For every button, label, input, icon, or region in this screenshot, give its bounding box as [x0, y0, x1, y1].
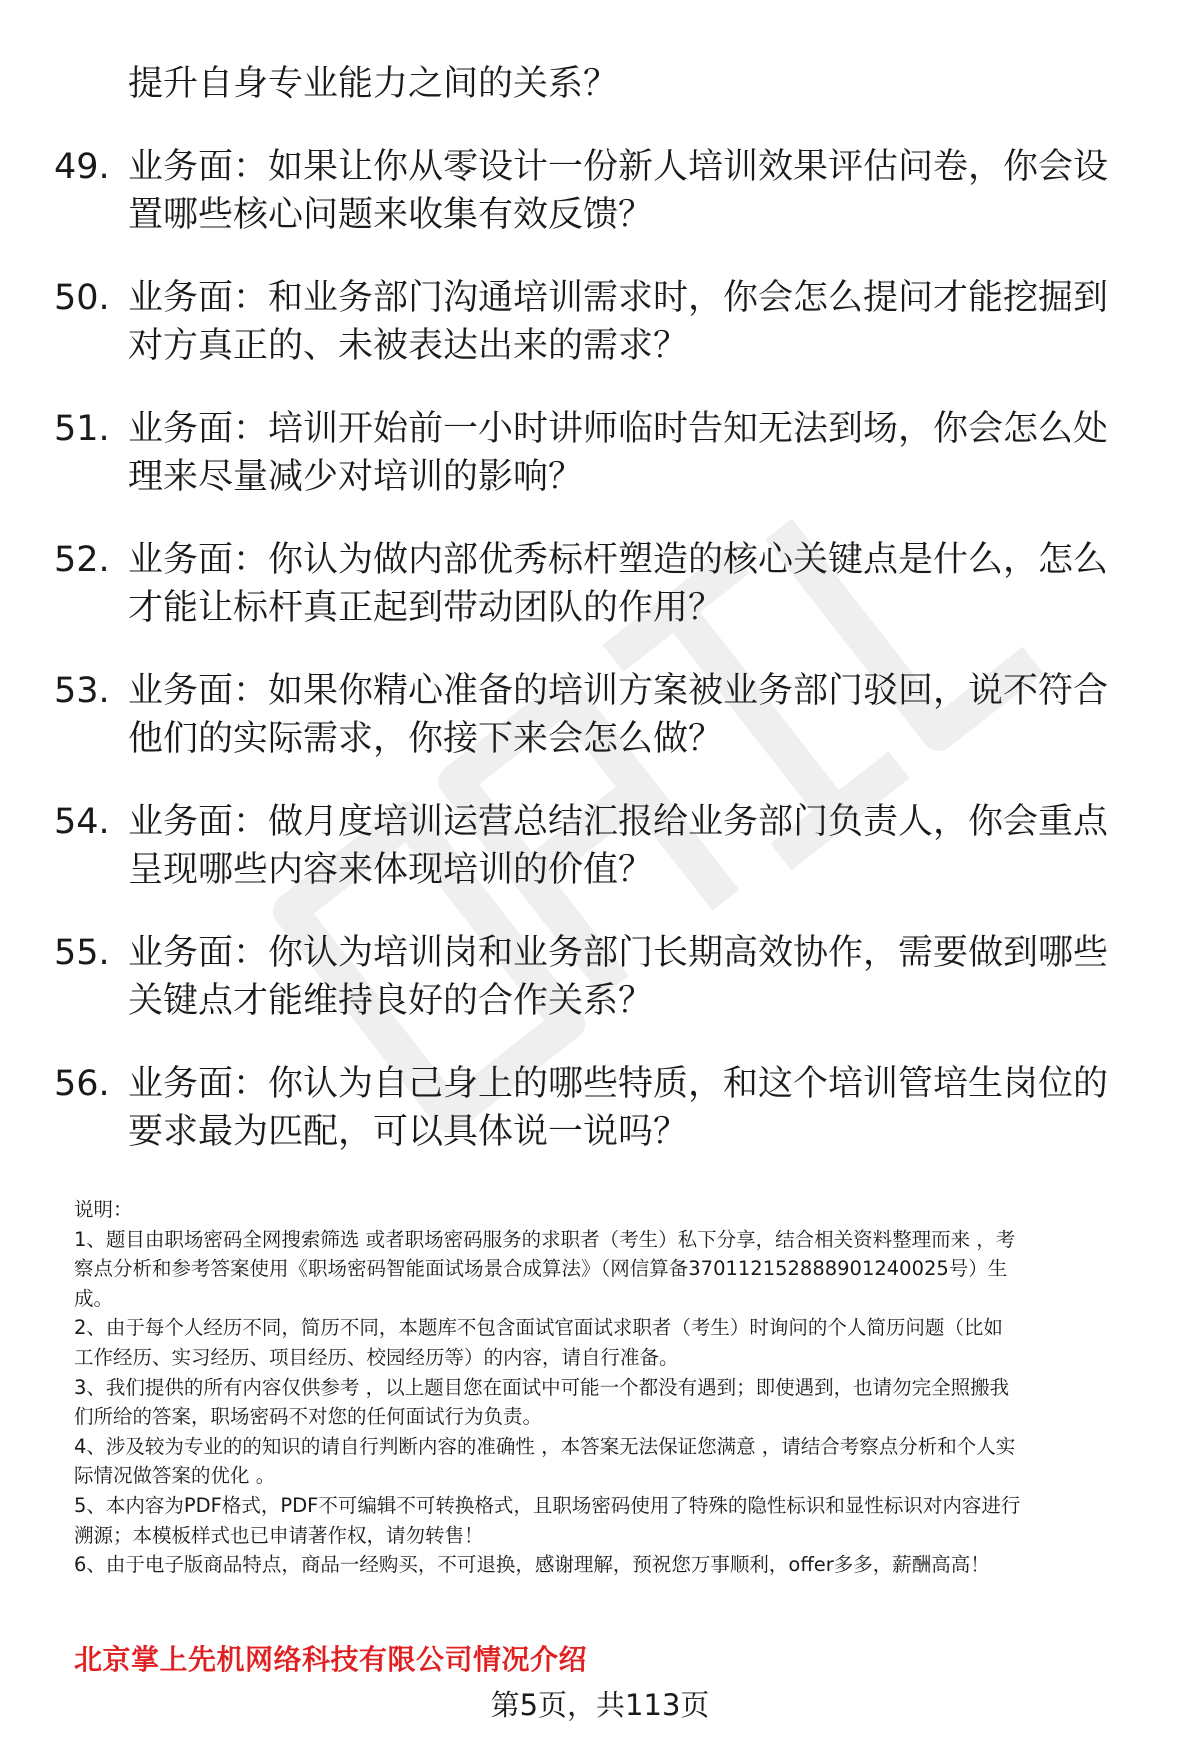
question-number: 51.: [54, 409, 110, 449]
question-number: 56.: [54, 1064, 110, 1104]
question-text-line: 他们的实际需求，你接下来会怎么做？: [128, 719, 724, 759]
notes-line: 3、我们提供的所有内容仅供参考 ，以上题目您在面试中可能一个都没有遇到；即使遇到，也请勿完全照搬我: [74, 1375, 1010, 1399]
question-text-line: 关键点才能维持良好的合作关系？: [128, 981, 654, 1021]
question-item: [0, 929, 1200, 1060]
question-item: [0, 1060, 1200, 1191]
question-text-line: 对方真正的、未被表达出来的需求？: [128, 326, 689, 366]
notes-line: 2、由于每个人经历不同，简历不同，本题库不包含面试官面试求职者（考生）时询问的个人简历问题（比如: [74, 1316, 1003, 1340]
question-item: [0, 536, 1200, 667]
question-text-line: 业务面：你认为培训岗和业务部门长期高效协作，需要做到哪些: [128, 933, 1109, 973]
question-text-line: 业务面：如果你精心准备的培训方案被业务部门驳回，说不符合: [128, 671, 1109, 711]
question-text-line: 业务面：你认为做内部优秀标杆塑造的核心关键点是什么，怎么: [128, 540, 1109, 580]
question-text-line: 业务面：你认为自己身上的哪些特质，和这个培训管培生岗位的: [128, 1064, 1109, 1104]
question-text-line: 业务面：培训开始前一小时讲师临时告知无法到场，你会怎么处: [128, 409, 1109, 449]
question-text-line: 才能让标杆真正起到带动团队的作用？: [128, 588, 724, 628]
notes-line: 工作经历、实习经历、项目经历、校园经历等）的内容，请自行准备。: [74, 1345, 679, 1369]
question-item: [0, 274, 1200, 405]
question-text-line: 呈现哪些内容来体现培训的价值？: [128, 850, 654, 890]
notes-line: 际情况做答案的优化 。: [74, 1464, 276, 1488]
notes-line: 们所给的答案，职场密码不对您的任何面试行为负责。: [74, 1405, 543, 1429]
question-text-line: 业务面：做月度培训运营总结汇报给业务部门负责人，你会重点: [128, 802, 1109, 842]
question-item: [0, 798, 1200, 929]
question-number: 50.: [54, 278, 110, 318]
question-number: 54.: [54, 802, 110, 842]
notes-line: 成。: [74, 1286, 114, 1310]
notes-line: 5、本内容为PDF格式，PDF不可编辑不可转换格式，且职场密码使用了特殊的隐性标识和显性标识对内容进行: [74, 1493, 1021, 1517]
notes-line: 察点分析和参考答案使用《职场密码智能面试场景合成算法》（网信算备370112152888901240025号）生: [74, 1257, 1008, 1281]
notes-section: [74, 1195, 1164, 1580]
notes-heading: 说明：: [74, 1198, 133, 1221]
notes-line: 6、由于电子版商品特点，商品一经购买，不可退换，感谢理解，预祝您万事顺利，offer多多，薪酬高高！: [74, 1553, 990, 1577]
company-intro-heading: 北京掌上先机网络科技有限公司情况介绍: [74, 1643, 588, 1676]
question-text-line: 业务面：如果让你从零设计一份新人培训效果评估问卷，你会设: [128, 147, 1109, 187]
question-item: [0, 667, 1200, 798]
notes-line: 4、涉及较为专业的的知识的请自行判断内容的准确性 ，本答案无法保证您满意 ，请结合考察点分析和个人实: [74, 1434, 1016, 1458]
question-list: [0, 143, 1200, 1191]
question-number: 52.: [54, 540, 110, 580]
page-number: 第5页，共113页: [490, 1688, 710, 1722]
question-item: [0, 405, 1200, 536]
question-text-line: 要求最为匹配，可以具体说一说吗？: [128, 1112, 689, 1152]
notes-line: 1、题目由职场密码全网搜索筛选 或者职场密码服务的求职者（考生）私下分享，结合相关资料整理而来 ，考: [74, 1227, 1016, 1251]
question-text-line: 置哪些核心问题来收集有效反馈？: [128, 195, 654, 235]
question-number: 53.: [54, 671, 110, 711]
question-number: 55.: [54, 933, 110, 973]
question-number: 49.: [54, 147, 110, 187]
notes-line: 溯源；本模板样式也已申请著作权，请勿转售！: [74, 1523, 484, 1547]
continued-question-line: 提升自身专业能力之间的关系？: [128, 64, 619, 104]
question-text-line: 理来尽量减少对培训的影响？: [128, 457, 584, 497]
question-text-line: 业务面：和业务部门沟通培训需求时，你会怎么提问才能挖掘到: [128, 278, 1109, 318]
question-item: [0, 143, 1200, 274]
